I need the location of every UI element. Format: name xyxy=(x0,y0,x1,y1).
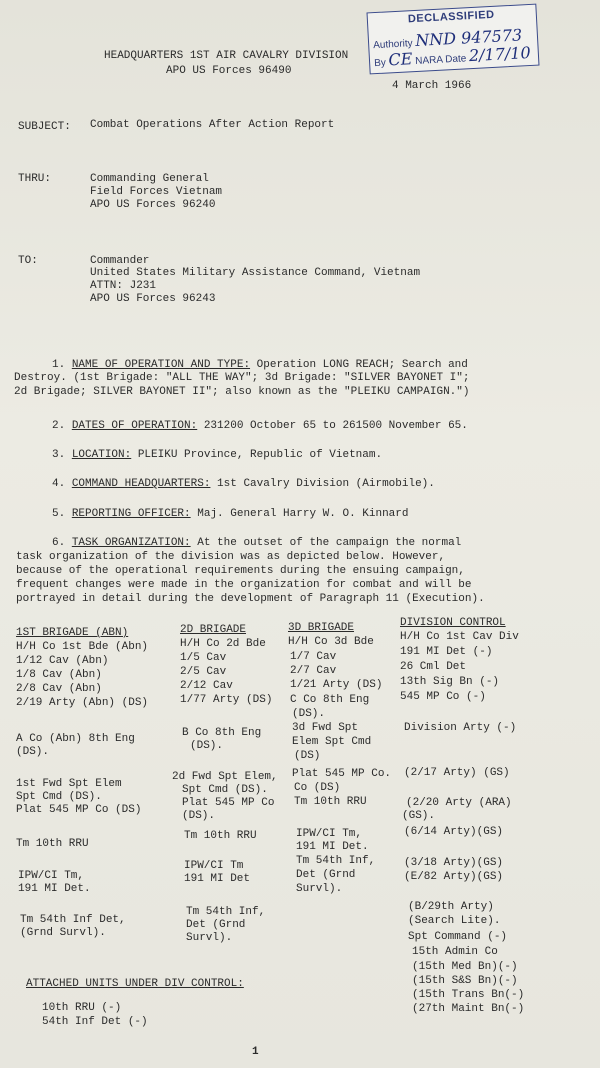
para5-heading: REPORTING OFFICER: xyxy=(71,508,191,520)
col4-item: H/H Co 1st Cav Div xyxy=(400,631,519,643)
thru-line: APO US Forces 96240 xyxy=(90,199,216,211)
col1-item: 1/12 Cav (Abn) xyxy=(16,655,109,667)
col4-item: (E/82 Arty)(GS) xyxy=(404,871,504,883)
col1-item: IPW/CI Tm, xyxy=(18,870,85,882)
col2-item: Tm 10th RRU xyxy=(184,830,257,842)
col1-item: H/H Co 1st Bde (Abn) xyxy=(16,641,149,653)
col3-item: Co (DS) xyxy=(294,782,341,794)
col1-item: 2/8 Cav (Abn) xyxy=(16,683,102,695)
col1-item: Tm 54th Inf Det, xyxy=(20,914,126,926)
col4-item: (Search Lite). xyxy=(408,915,501,927)
col4-item: (B/29th Arty) xyxy=(408,901,494,913)
col4-item: 191 MI Det (-) xyxy=(400,646,493,658)
col2-item: Survl). xyxy=(186,932,233,944)
col4-item: 15th Admin Co xyxy=(412,946,498,958)
col2-item: 1/77 Arty (DS) xyxy=(180,694,273,706)
col4-item: (15th S&S Bn)(-) xyxy=(412,975,518,987)
attached-header: ATTACHED UNITS UNDER DIV CONTROL: xyxy=(26,978,244,990)
col2-item: Spt Cmd (DS). xyxy=(182,784,268,796)
col3-item: C Co 8th Eng xyxy=(290,694,370,706)
col4-item: Spt Command (-) xyxy=(408,931,508,943)
thru-line: Field Forces Vietnam xyxy=(90,186,223,198)
col3-item: H/H Co 3d Bde xyxy=(288,636,374,648)
para2: 2. DATES OF OPERATION: 231200 October 65 to 261500 November 65. xyxy=(52,420,468,432)
col3-item: Tm 10th RRU xyxy=(294,796,367,808)
col3-item: 1/21 Arty (DS) xyxy=(290,679,383,691)
para6-line: frequent changes were made in the organization for combat and will be xyxy=(16,579,472,591)
col3-item: IPW/CI Tm, xyxy=(296,828,363,840)
para3-heading: LOCATION: xyxy=(71,449,132,461)
col4-item: (3/18 Arty)(GS) xyxy=(404,857,504,869)
col3-item: 1/7 Cav xyxy=(290,651,337,663)
col2-header: 2D BRIGADE xyxy=(180,624,247,636)
col1-item: (DS). xyxy=(16,746,50,758)
para4: 4. COMMAND HEADQUARTERS: 1st Cavalry Division (Airmobile). xyxy=(52,478,435,490)
para1-heading: NAME OF OPERATION AND TYPE: xyxy=(71,359,251,371)
col4-item: (2/17 Arty) (GS) xyxy=(404,767,510,779)
col3-header: 3D BRIGADE xyxy=(288,622,355,634)
col3-item: Det (Grnd xyxy=(296,869,356,881)
stamp-by-value: CE xyxy=(387,49,413,70)
col2-item: IPW/CI Tm xyxy=(184,860,244,872)
col4-item: Division Arty (-) xyxy=(404,722,517,734)
header-line2: APO US Forces 96490 xyxy=(166,65,292,77)
col1-item: 1/8 Cav (Abn) xyxy=(16,669,102,681)
col3-item: (DS). xyxy=(292,708,326,720)
col4-item: (GS). xyxy=(402,810,436,822)
para1-line1: 1. NAME OF OPERATION AND TYPE: Operation LONG REACH; Search and xyxy=(52,359,468,371)
col4-item: (6/14 Arty)(GS) xyxy=(404,826,504,838)
para1-line3: 2d Brigade; SILVER BAYONET II"; also known as the "PLEIKU CAMPAIGN.") xyxy=(14,386,470,398)
to-line: Commander xyxy=(90,255,150,267)
col3-item: 2/7 Cav xyxy=(290,665,337,677)
thru-label: THRU: xyxy=(18,173,52,185)
col2-item: 1/5 Cav xyxy=(180,652,227,664)
col2-item: 2/12 Cav xyxy=(180,680,233,692)
col1-header: 1ST BRIGADE (ABN) xyxy=(16,627,129,639)
col1-item: 1st Fwd Spt Elem xyxy=(16,778,122,790)
col1-item: Tm 10th RRU xyxy=(16,838,89,850)
attached-item: 10th RRU (-) xyxy=(42,1002,122,1014)
col3-item: Survl). xyxy=(296,883,343,895)
para6-heading: TASK ORGANIZATION: xyxy=(71,537,191,549)
para6-line: portrayed in detail during the development of Paragraph 11 (Execution). xyxy=(16,593,485,605)
stamp-by: By CE NARA Date 2/17/10 xyxy=(373,42,532,70)
col4-item: (15th Trans Bn(-) xyxy=(412,989,525,1001)
col4-item: (15th Med Bn)(-) xyxy=(412,961,518,973)
col3-item: Tm 54th Inf, xyxy=(296,855,376,867)
header-date: 4 March 1966 xyxy=(392,80,472,92)
col2-item: B Co 8th Eng xyxy=(182,727,262,739)
col3-item: 191 MI Det. xyxy=(296,841,369,853)
col1-item: A Co (Abn) 8th Eng xyxy=(16,733,135,745)
attached-item: 54th Inf Det (-) xyxy=(42,1016,148,1028)
col4-item: (27th Maint Bn(-) xyxy=(412,1003,525,1015)
col2-item: (DS). xyxy=(182,810,216,822)
header-line1: HEADQUARTERS 1ST AIR CAVALRY DIVISION xyxy=(104,50,349,62)
col2-item: Tm 54th Inf, xyxy=(186,906,266,918)
para5: 5. REPORTING OFFICER: Maj. General Harry W. O. Kinnard xyxy=(52,508,409,520)
col2-item: Det (Grnd xyxy=(186,919,246,931)
col2-item: 191 MI Det xyxy=(184,873,251,885)
col4-header: DIVISION CONTROL xyxy=(400,617,506,629)
col1-item: 191 MI Det. xyxy=(18,883,91,895)
subject-label: SUBJECT: xyxy=(18,121,71,133)
col1-item: Spt Cmd (DS). xyxy=(16,791,102,803)
stamp-title: DECLASSIFIED xyxy=(407,8,495,26)
col3-item: Plat 545 MP Co. xyxy=(292,768,392,780)
para3: 3. LOCATION: PLEIKU Province, Republic of Vietnam. xyxy=(52,449,383,461)
subject-text: Combat Operations After Action Report xyxy=(90,119,335,131)
to-line: APO US Forces 96243 xyxy=(90,293,216,305)
to-label: TO: xyxy=(18,255,38,267)
stamp-authority: Authority NND 947573 xyxy=(372,25,523,52)
col4-item: 545 MP Co (-) xyxy=(400,691,486,703)
para6-line1: 6. TASK ORGANIZATION: At the outset of the campaign the normal xyxy=(52,537,462,549)
col1-item: Plat 545 MP Co (DS) xyxy=(16,804,142,816)
col2-item: H/H Co 2d Bde xyxy=(180,638,266,650)
col4-item: (2/20 Arty (ARA) xyxy=(406,797,512,809)
page-number: 1 xyxy=(252,1046,259,1058)
col2-item: 2/5 Cav xyxy=(180,666,227,678)
col2-item: 2d Fwd Spt Elem, xyxy=(172,771,278,783)
para2-heading: DATES OF OPERATION: xyxy=(71,420,198,432)
to-line: ATTN: J231 xyxy=(90,280,157,292)
col2-item: (DS). xyxy=(190,740,224,752)
col1-item: (Grnd Survl). xyxy=(20,927,106,939)
para4-heading: COMMAND HEADQUARTERS: xyxy=(71,478,211,490)
col3-item: Elem Spt Cmd xyxy=(292,736,372,748)
col2-item: Plat 545 MP Co xyxy=(182,797,275,809)
thru-line: Commanding General xyxy=(90,173,209,185)
col4-item: 13th Sig Bn (-) xyxy=(400,676,500,688)
para6-line: task organization of the division was as depicted below. However, xyxy=(16,551,446,563)
to-line: United States Military Assistance Command, Vietnam xyxy=(90,267,421,279)
stamp-nara-value: 2/17/10 xyxy=(468,42,532,66)
col3-item: 3d Fwd Spt xyxy=(292,722,359,734)
para1-line2: Destroy. (1st Brigade: "ALL THE WAY"; 3d Brigade: "SILVER BAYONET I"; xyxy=(14,372,470,384)
col3-item: (DS) xyxy=(294,750,321,762)
col1-item: 2/19 Arty (Abn) (DS) xyxy=(16,697,149,709)
para6-line: because of the operational requirements during the ensuing campaign, xyxy=(16,565,465,577)
col4-item: 26 Cml Det xyxy=(400,661,467,673)
stamp-authority-value: NND 947573 xyxy=(414,25,523,50)
declassification-stamp xyxy=(366,4,539,75)
